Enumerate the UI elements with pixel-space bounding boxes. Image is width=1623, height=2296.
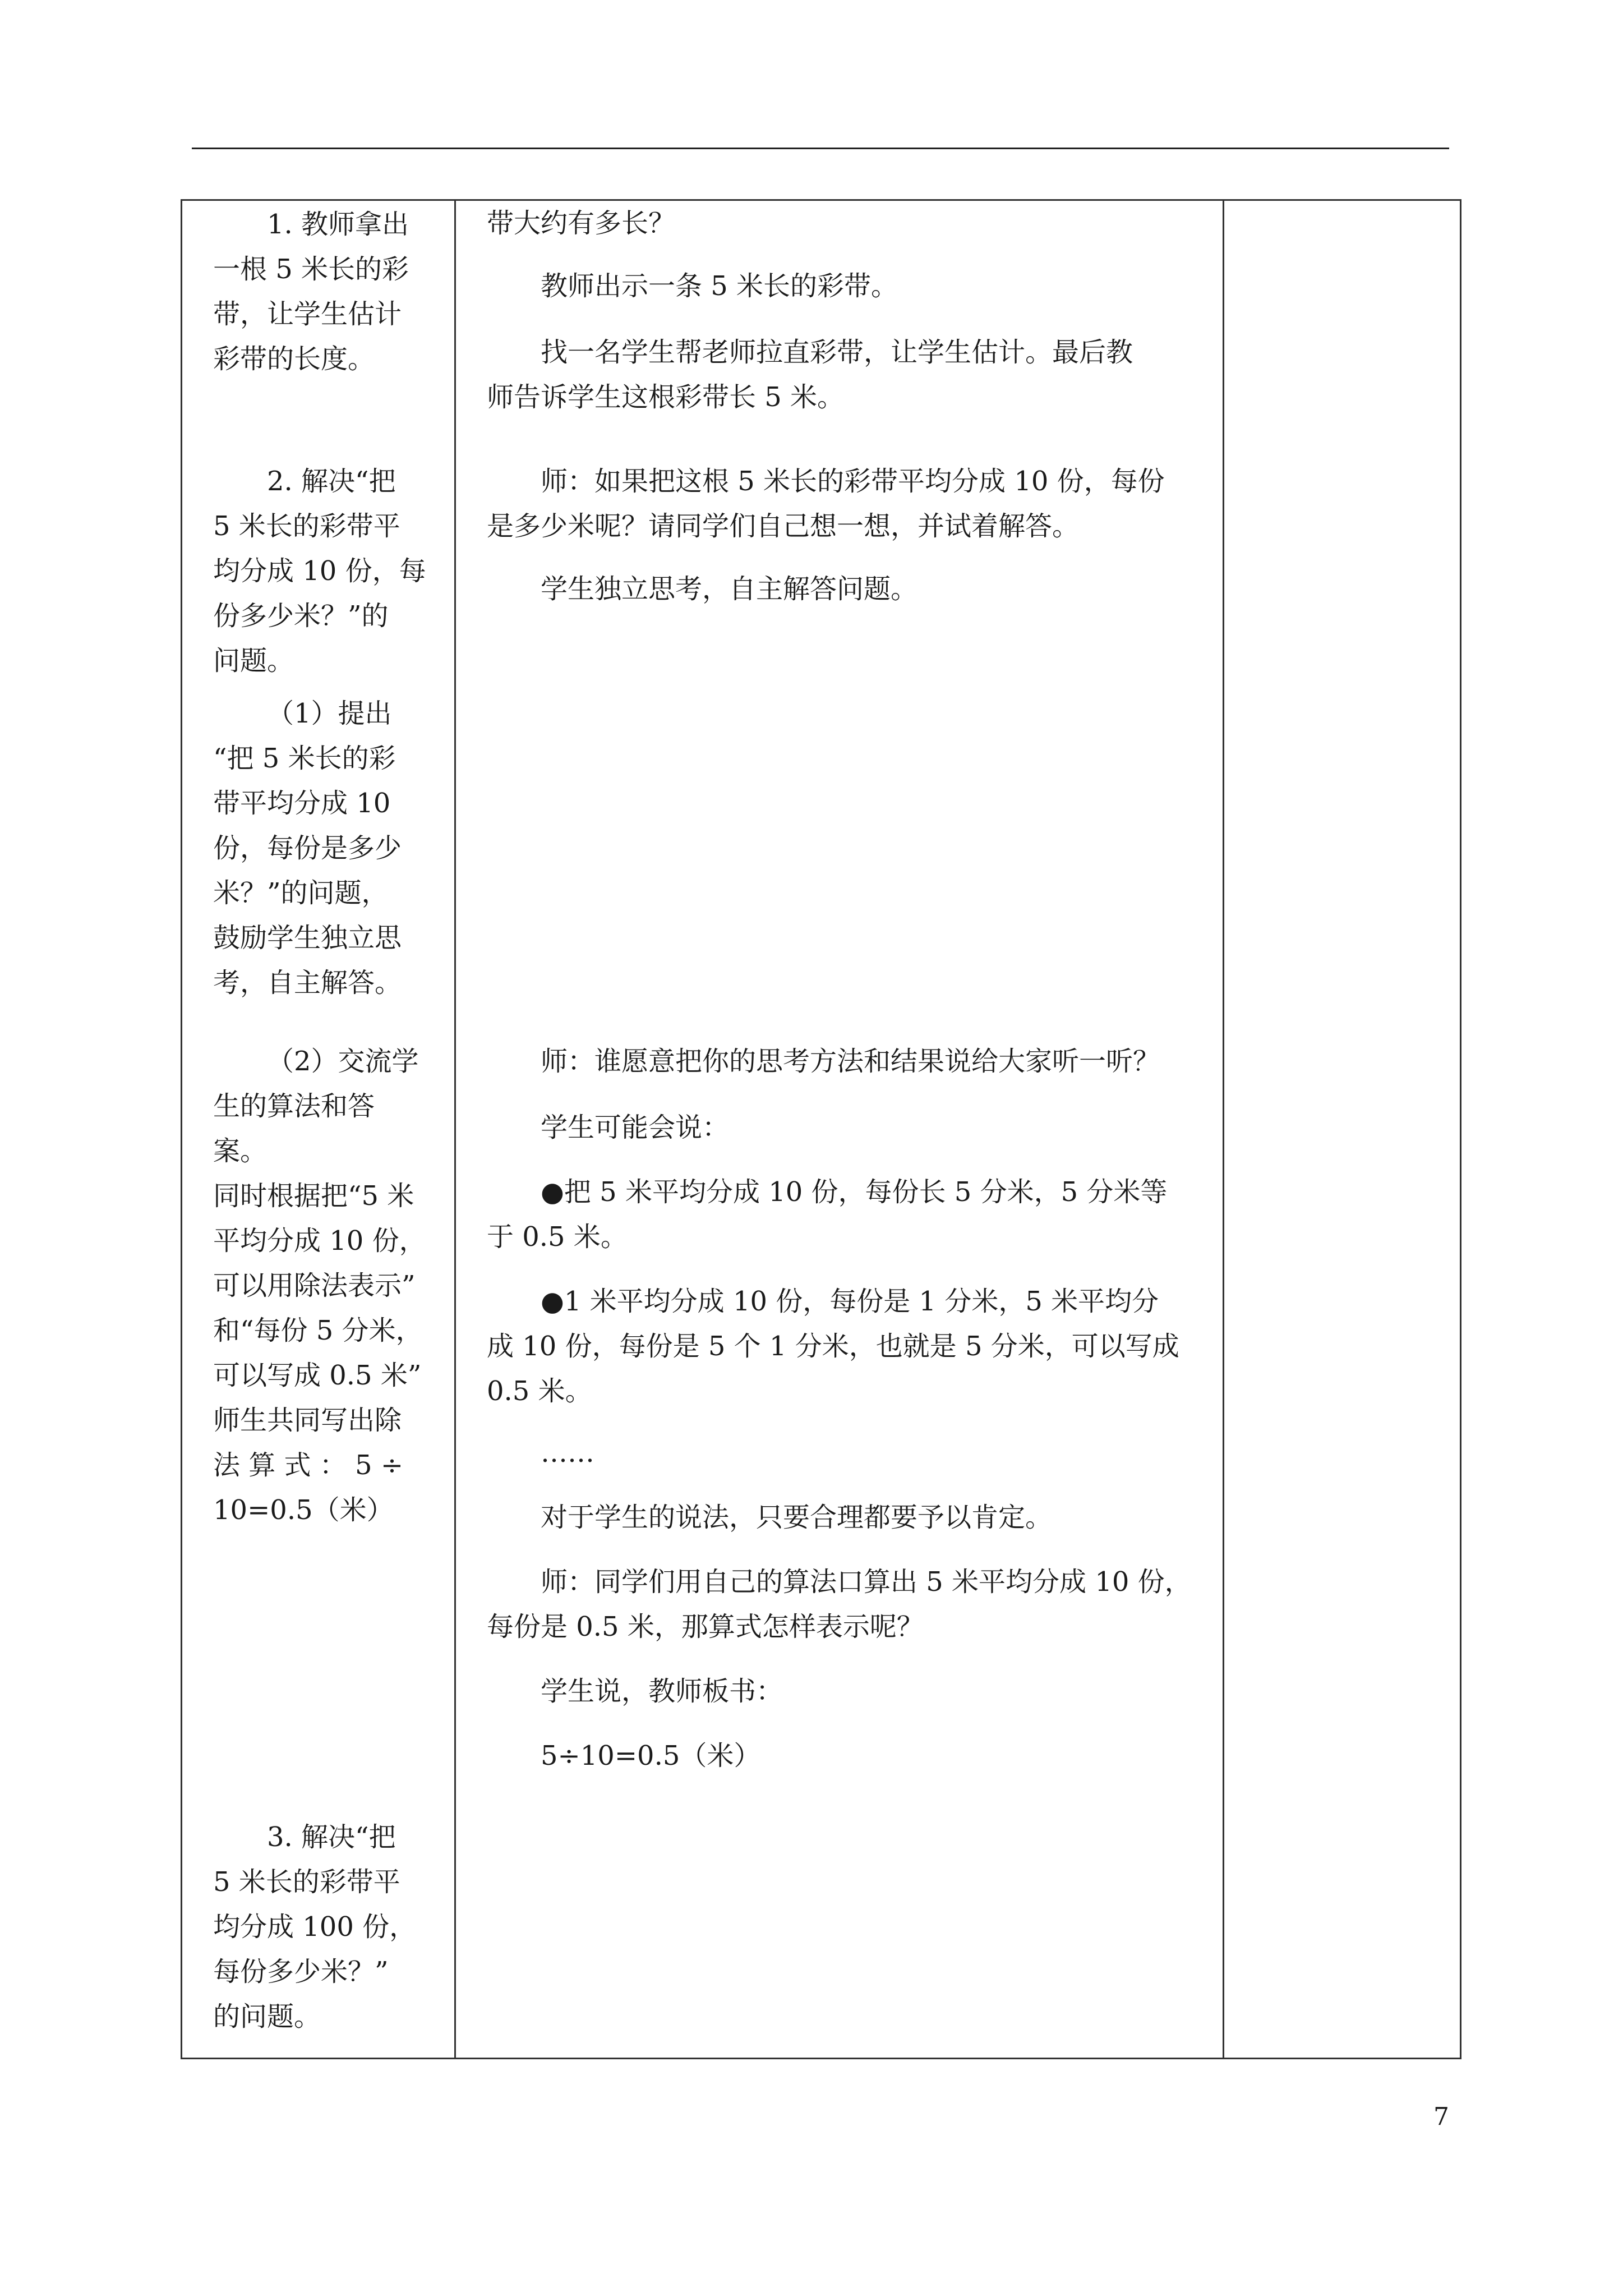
equation: 5÷10=0.5（米） bbox=[541, 1740, 761, 1772]
paragraph-line: 成 10 份，每份是 5 个 1 分米，也就是 5 分米，可以写成 bbox=[487, 1331, 1179, 1362]
text-line: 一根 5 米长的彩 bbox=[213, 254, 409, 285]
page-number: 7 bbox=[1433, 2102, 1449, 2131]
paragraph: 学生可能会说： bbox=[541, 1112, 730, 1143]
paragraph-line: 师：同学们用自己的算法口算出 5 米平均分成 10 份， bbox=[541, 1566, 1192, 1598]
text-line: 问题。 bbox=[213, 645, 294, 677]
text-line: 每份多少米？” bbox=[213, 1956, 389, 1987]
text-line: 均分成 10 份，每 bbox=[213, 555, 426, 587]
step-2-sub-2 bbox=[213, 1039, 426, 1533]
column-divider-2 bbox=[1223, 199, 1224, 2059]
text-line: 米？”的问题， bbox=[213, 877, 389, 909]
text-line: 可以用除法表示” bbox=[213, 1270, 416, 1301]
text-line: 彩带的长度。 bbox=[213, 343, 375, 375]
paragraph: 教师出示一条 5 米长的彩带。 bbox=[541, 270, 898, 302]
paragraph-line: 0.5 米。 bbox=[487, 1375, 592, 1407]
paragraph-line: ●1 米平均分成 10 份，每份是 1 分米，5 米平均分 bbox=[541, 1286, 1159, 1317]
paragraph-line: 是多少米呢？请同学们自己想一想，并试着解答。 bbox=[487, 510, 1080, 542]
ellipsis: …… bbox=[541, 1437, 594, 1469]
text-line: （2）交流学 bbox=[267, 1046, 419, 1077]
step-3 bbox=[213, 1815, 426, 2039]
text-line: 同时根据把“5 米 bbox=[213, 1180, 414, 1212]
paragraph: 带大约有多长？ bbox=[487, 208, 676, 239]
text-line: 的问题。 bbox=[213, 2001, 321, 2032]
text-line: 考，自主解答。 bbox=[213, 967, 402, 999]
paragraph-line: 师：如果把这根 5 米长的彩带平均分成 10 份，每份 bbox=[541, 466, 1165, 497]
text-line: 10=0.5（米） bbox=[213, 1494, 394, 1526]
text-line: 平均分成 10 份， bbox=[213, 1225, 426, 1257]
text-line: 5 米长的彩带平 bbox=[213, 510, 400, 542]
step-2 bbox=[213, 459, 426, 683]
text-line: 和“每份 5 分米， bbox=[213, 1315, 423, 1346]
paragraph-line: ●把 5 米平均分成 10 份，每份长 5 分米，5 分米等 bbox=[541, 1176, 1168, 1208]
text-line: 均分成 100 份， bbox=[213, 1911, 417, 1943]
text-line: 5 米长的彩带平 bbox=[213, 1866, 400, 1898]
text-line: 1. 教师拿出 bbox=[267, 209, 409, 240]
text-line: 带平均分成 10 bbox=[213, 788, 391, 819]
text-line: 师生共同写出除 bbox=[213, 1405, 402, 1436]
step-2-sub-1 bbox=[213, 691, 426, 1005]
text-line: 可以写成 0.5 米” bbox=[213, 1360, 422, 1391]
text-line: 鼓励学生独立思 bbox=[213, 922, 402, 954]
text-line: 带，让学生估计 bbox=[213, 298, 402, 330]
text-line: 3. 解决“把 bbox=[267, 1821, 396, 1853]
text-line: 生的算法和答案。 bbox=[213, 1091, 375, 1167]
paragraph-line: 师告诉学生这根彩带长 5 米。 bbox=[487, 381, 845, 413]
paragraph: 师：谁愿意把你的思考方法和结果说给大家听一听？ bbox=[541, 1046, 1160, 1077]
paragraph: 对于学生的说法，只要合理都要予以肯定。 bbox=[541, 1502, 1053, 1533]
paragraph-line: 每份是 0.5 米，那算式怎样表示呢？ bbox=[487, 1611, 924, 1642]
paragraph: 学生独立思考，自主解答问题。 bbox=[541, 573, 918, 605]
paragraph: 学生说，教师板书： bbox=[541, 1676, 783, 1707]
text-line: 份多少米？”的 bbox=[213, 600, 389, 632]
step-1 bbox=[213, 202, 426, 381]
header-rule bbox=[192, 148, 1449, 149]
text-line: 份，每份是多少 bbox=[213, 832, 402, 864]
column-divider-1 bbox=[454, 199, 456, 2059]
paragraph-line: 于 0.5 米。 bbox=[487, 1221, 628, 1253]
text-line: 法 算 式 ： 5 ÷ bbox=[213, 1450, 404, 1481]
paragraph-line: 找一名学生帮老师拉直彩带，让学生估计。最后教 bbox=[541, 337, 1133, 368]
text-line: （1）提出 bbox=[267, 698, 392, 729]
text-line: 2. 解决“把 bbox=[267, 466, 396, 497]
text-line: “把 5 米长的彩 bbox=[213, 743, 396, 774]
